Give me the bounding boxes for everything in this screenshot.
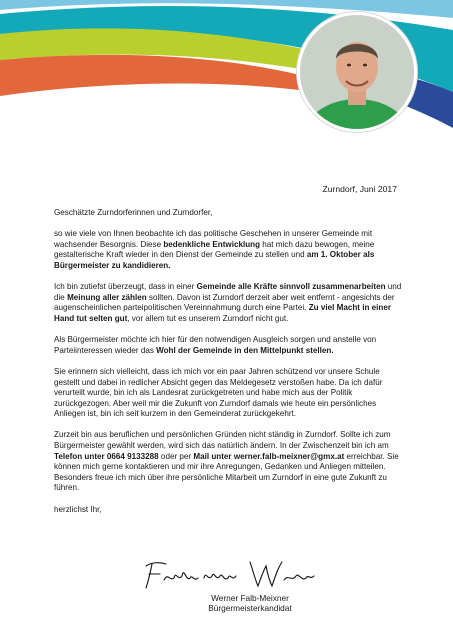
body-text: hat mich dazu bewogen, meine gestalterische Kraft wieder in den Dienst der Gemeinde zu stellen und — [54, 239, 375, 260]
body-text: Sie erinnern sich vielleicht, dass ich mich vor ein paar Jahren schützend vor unsere Schule gestellt und dabei in redlicher Absicht gegen das Meldegesetz verstoßen habe. Da ich dafür verurteilt wurde, bin ich als Landesrat zurückgetreten und habe mich aus der Politik zurückgezogen. Aber weil mir die Zukunft von Zurndorf damals wie heute ein persönliches Anliegen ist, bin ich seit kurzem in den Gemeinderat zurückgekehrt. — [54, 366, 383, 419]
body-text: Als Bürgermeister möchte ich hier für den notwendigen Ausgleich sorgen und anstelle von Parteiinteressen wieder das — [54, 335, 377, 355]
body-text: erreichbar. Sie können mich gerne kontaktieren und mir ihre Anregungen, Gedanken und Anliegen mitteilen. Besonders freue ich mich über ihre persönliche Mitarbeit um Zurndorf in eine gute Zukunft zu führen. — [54, 451, 399, 493]
emphasis-text: bedenkliche Entwicklung — [163, 239, 261, 249]
emphasis-text: Wohl der Gemeinde in den Mittelpunkt stellen. — [156, 345, 334, 355]
paragraph-2 — [54, 282, 402, 324]
emphasis-text: am 1. Oktober als Bürgermeister zu kandidieren. — [54, 250, 375, 270]
body-text: und die — [54, 282, 402, 302]
letter-body — [54, 208, 402, 526]
paragraph-4 — [54, 367, 402, 420]
candidate-portrait — [297, 12, 417, 132]
body-text: Ich bin zutiefst überzeugt, dass in einer — [54, 282, 197, 292]
portrait-photo — [300, 15, 414, 129]
emphasis-text: Telefon unter 0664 9133288 — [54, 451, 159, 461]
closing: herzlichst Ihr, — [54, 504, 102, 514]
paragraph-1 — [54, 229, 402, 271]
body-text: , vor allem tut es unserem Zurndorf nicht gut. — [127, 313, 289, 323]
emphasis-text: Zu viel Macht in einer Hand tut selten gut — [54, 303, 391, 323]
signer-block — [180, 593, 320, 614]
body-text: sollten. Davon ist Zurndorf derzeit aber weit entfernt - angesichts der augenscheinlichen parteipolitischen Vereinnahmung durch eine Partei. — [54, 292, 395, 313]
letter-date: Zurndorf, Juni 2017 — [322, 184, 397, 194]
paragraph-3 — [54, 335, 402, 356]
body-text: oder per — [158, 451, 194, 461]
emphasis-text: Gemeinde alle Kräfte sinnvoll zusammenarbeiten — [196, 282, 386, 292]
signer-name: Werner Falb-Meixner — [211, 593, 289, 603]
handwritten-signature — [138, 552, 318, 592]
body-text: so wie viele von Ihnen beobachte ich das politische Geschehen in unserer Gemeinde mit wachsender Besorgnis. Diese — [54, 229, 373, 249]
emphasis-text: Mail unter werner.falb-meixner@gmx.at — [193, 451, 345, 461]
emphasis-text: Meinung aller zählen — [67, 292, 147, 302]
paragraph-5 — [54, 430, 402, 494]
signer-role: Bürgermeisterkandidat — [208, 603, 292, 614]
salutation: Geschätzte Zurndorferinnen und Zurndorfer, — [54, 208, 213, 217]
body-text: Zurzeit bin aus beruflichen und persönlichen Gründen nicht ständig in Zurndorf. Sollte ich zum Bürgermeister gewählt werden, wird sich das natürlich ändern. In der Zwischenzeit bin ich am — [54, 430, 391, 451]
